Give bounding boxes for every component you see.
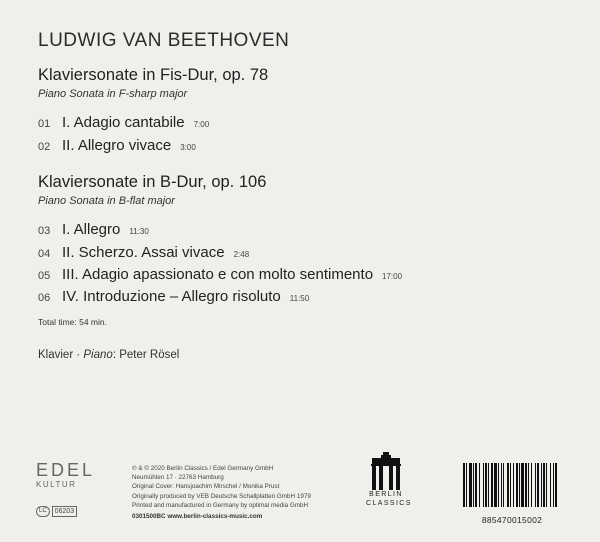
track-number: 03 xyxy=(38,225,51,237)
track-row xyxy=(38,221,149,239)
brandenburg-gate-icon xyxy=(370,452,402,490)
track-title: II. Allegro vivace xyxy=(62,137,172,154)
track-duration: 7:00 xyxy=(193,120,210,129)
work-title-op78: Klaviersonate in Fis-Dur, op. 78 xyxy=(38,66,269,84)
track-duration: 17:00 xyxy=(382,272,403,281)
catalog-and-website: 0301500BC www.berlin-classics-music.com xyxy=(132,513,263,521)
track-row xyxy=(38,114,209,132)
edel-logo-text: EDEL xyxy=(36,460,96,480)
track-number: 04 xyxy=(38,248,51,260)
track-title: II. Scherzo. Assai vivace xyxy=(62,244,225,261)
track-duration: 11:50 xyxy=(289,294,310,303)
track-duration: 11:30 xyxy=(129,227,149,236)
label-code xyxy=(36,506,77,517)
track-title: I. Allegro xyxy=(62,221,121,238)
lc-code: 06203 xyxy=(52,506,77,517)
performer-separator: · xyxy=(73,349,84,361)
track-row xyxy=(38,288,309,306)
barcode-bars xyxy=(462,463,562,507)
performer-credit xyxy=(38,349,179,361)
logo-line-berlin: BERLIN xyxy=(369,491,403,498)
kultur-logo-text: KULTUR xyxy=(36,480,77,489)
legal-line: Originally produced by VEB Deutsche Schallplatten GmbH 1979 xyxy=(132,492,311,500)
performer-colon: : xyxy=(112,349,120,361)
logo-line-classics: CLASSICS xyxy=(366,500,412,507)
legal-line: ℗ & © 2020 Berlin Classics / Edel Germany GmbH xyxy=(132,465,274,472)
total-time: Total time: 54 min. xyxy=(38,317,107,327)
legal-line: Original Cover: Hansjoachim Mirschel / Monika Prust xyxy=(132,483,280,491)
legal-line: Printed and manufactured in Germany by optimal media GmbH xyxy=(132,501,309,509)
performer-name: Peter Rösel xyxy=(119,349,180,361)
track-row xyxy=(38,244,249,262)
edel-kultur-logo xyxy=(36,460,95,489)
legal-line: Neumühlen 17 · 22763 Hamburg xyxy=(132,474,224,482)
track-number: 06 xyxy=(38,292,51,304)
lc-icon: LC xyxy=(36,506,50,517)
barcode xyxy=(462,463,562,525)
track-number: 05 xyxy=(38,270,51,282)
track-row xyxy=(38,266,402,284)
track-title: III. Adagio apassionato e con molto sentimento xyxy=(62,266,374,283)
berlin-classics-logo xyxy=(366,452,412,508)
composer-name: LUDWIG VAN BEETHOVEN xyxy=(38,30,290,51)
track-number: 02 xyxy=(38,141,51,153)
legal-notice xyxy=(132,464,311,521)
track-title: IV. Introduzione – Allegro risoluto xyxy=(62,288,281,305)
track-duration: 2:48 xyxy=(233,250,250,259)
track-title: I. Adagio cantabile xyxy=(62,114,185,131)
work-subtitle-op106: Piano Sonata in B-flat major xyxy=(38,195,175,207)
track-duration: 3:00 xyxy=(180,143,196,152)
performer-label-en: Piano xyxy=(83,349,113,361)
work-subtitle-op78: Piano Sonata in F-sharp major xyxy=(38,88,188,100)
track-number: 01 xyxy=(38,118,51,130)
track-row xyxy=(38,137,196,155)
barcode-number: 885470015002 xyxy=(481,515,543,525)
performer-label-de: Klavier xyxy=(38,349,74,361)
work-title-op106: Klaviersonate in B-Dur, op. 106 xyxy=(38,173,267,191)
